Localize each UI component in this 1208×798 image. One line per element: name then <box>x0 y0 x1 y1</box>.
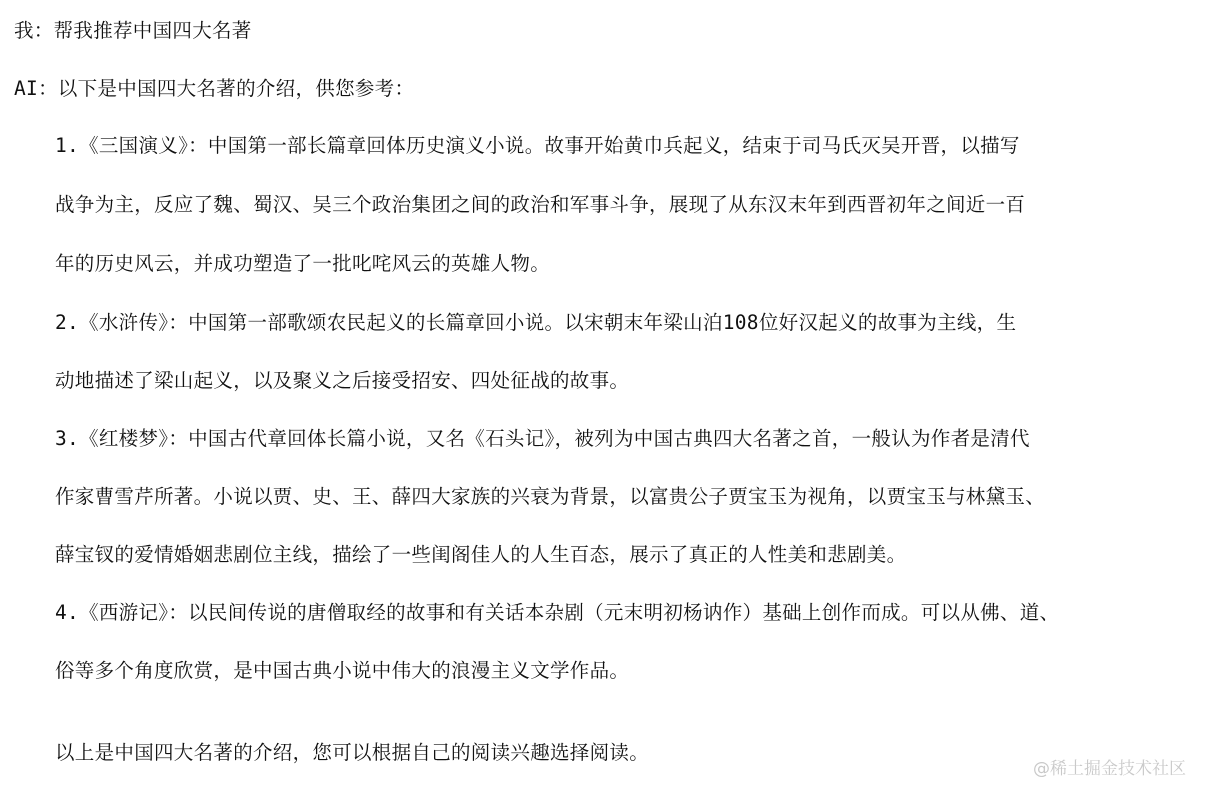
book-item-2-line-2: 动地描述了梁山起义，以及聚义之后接受招安、四处征战的故事。 <box>55 369 630 392</box>
book-item-4-line-1: 4.《西游记》：以民间传说的唐僧取经的故事和有关话本杂剧（元末明初杨讷作）基础上创作而成。可以从佛、道、 <box>55 601 1060 624</box>
watermark: @稀土掘金技术社区 <box>1033 759 1186 779</box>
book-item-4-line-2: 俗等多个角度欣赏，是中国古典小说中伟大的浪漫主义文学作品。 <box>55 659 630 682</box>
book-item-2-line-1: 2.《水浒传》：中国第一部歌颂农民起义的长篇章回小说。以宋朝末年梁山泊108位好汉起义的故事为主线，生 <box>55 311 1017 334</box>
book-item-1-line-3: 年的历史风云，并成功塑造了一批叱咤风云的英雄人物。 <box>55 252 551 275</box>
book-item-1-line-2: 战争为主，反应了魏、蜀汉、吴三个政治集团之间的政治和军事斗争，展现了从东汉末年到西晋初年之间近一百 <box>55 193 1026 216</box>
book-item-3-line-3: 薛宝钗的爱情婚姻悲剧位主线，描绘了一些闺阁佳人的人生百态，展示了真正的人性美和悲剧美。 <box>55 543 907 566</box>
book-item-1-line-1: 1.《三国演义》：中国第一部长篇章回体历史演义小说。故事开始黄巾兵起义，结束于司马氏灭吴开晋，以描写 <box>55 134 1020 157</box>
closing-text: 以上是中国四大名著的介绍，您可以根据自己的阅读兴趣选择阅读。 <box>55 741 650 764</box>
user-message: 我：帮我推荐中国四大名著 <box>14 19 252 42</box>
book-item-3-line-1: 3.《红楼梦》：中国古代章回体长篇小说，又名《石头记》，被列为中国古典四大名著之首，一般认为作者是清代 <box>55 427 1030 450</box>
ai-intro: AI：以下是中国四大名著的介绍，供您参考： <box>14 77 415 100</box>
book-item-3-line-2: 作家曹雪芹所著。小说以贾、史、王、薛四大家族的兴衰为背景，以富贵公子贾宝玉为视角，以贾宝玉与林黛玉、 <box>55 485 1046 508</box>
